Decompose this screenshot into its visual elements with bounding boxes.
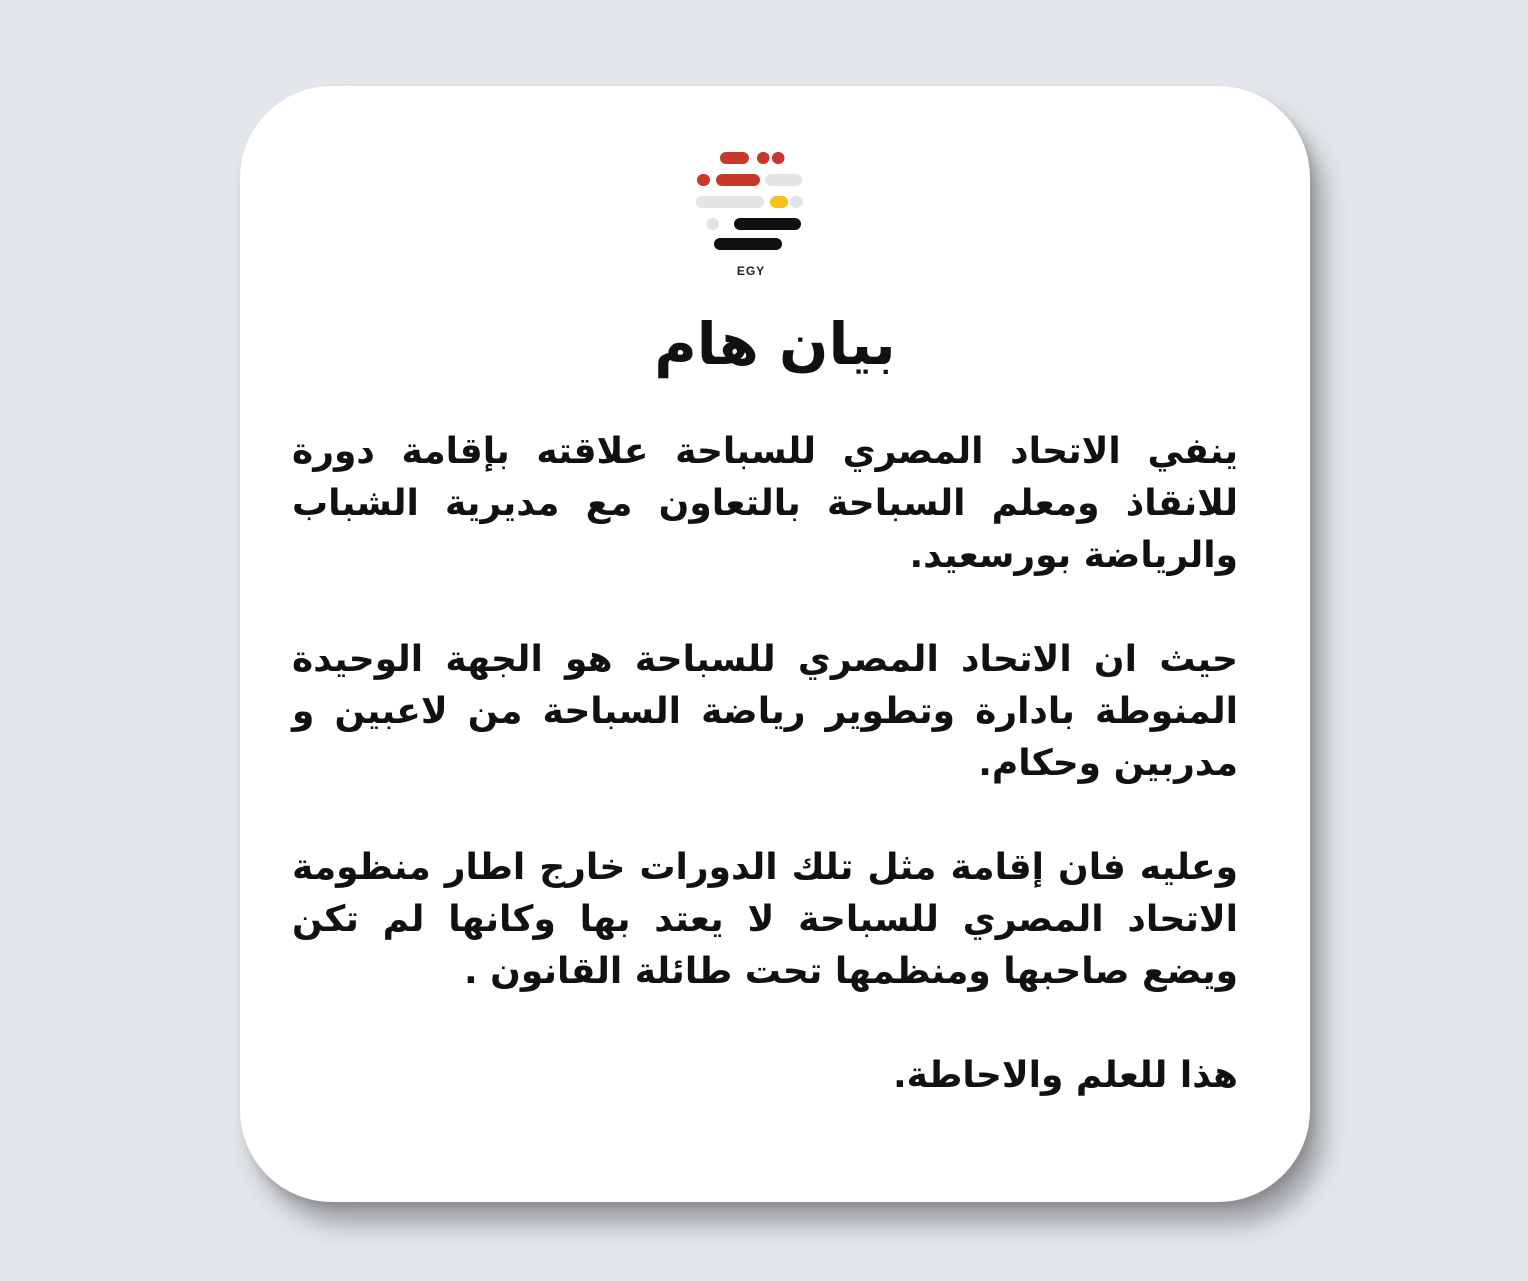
statement-body (292, 426, 1238, 1154)
logo-text: EGY (736, 264, 766, 278)
paragraph: حيث ان الاتحاد المصري للسباحة هو الجهة الوحيدة المنوطة بادارة وتطوير رياضة السباحة من لاعبين و مدربين وحكام. (292, 639, 1238, 784)
paragraph: هذا للعلم والاحاطة. (892, 1055, 1238, 1096)
paragraph: ينفي الاتحاد المصري للسباحة علاقته بإقامة دورة للانقاذ ومعلم السباحة بالتعاون مع مديرية الشباب والرياضة بورسعيد. (292, 431, 1238, 576)
page-title: بيان هام (654, 310, 896, 378)
egypt-flag-waves-icon (696, 150, 806, 260)
announcement-card (240, 86, 1310, 1202)
federation-logo (696, 150, 806, 282)
paragraph: وعليه فان إقامة مثل تلك الدورات خارج اطار منظومة الاتحاد المصري للسباحة لا يعتد بها وكانها لم تكن ويضع صاحبها ومنظمها تحت طائلة القانون . (292, 847, 1238, 992)
